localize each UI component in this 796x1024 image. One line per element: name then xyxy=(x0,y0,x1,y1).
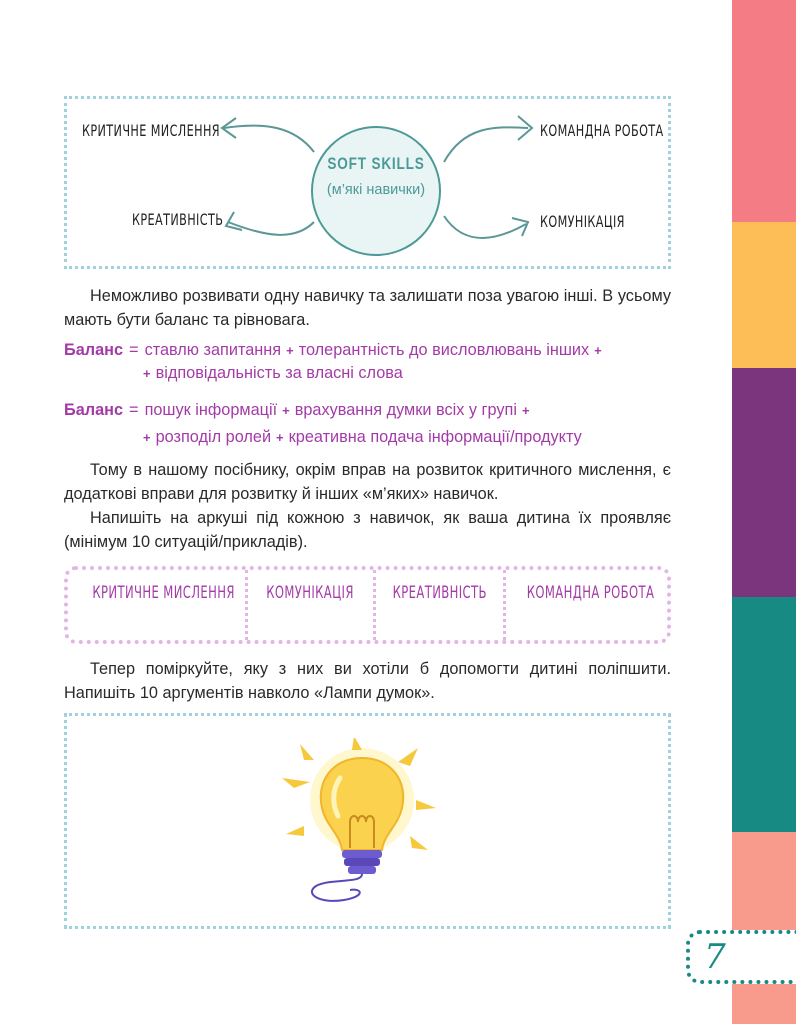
paragraph-instruction: Напишіть на аркуші під кожною з навичок, як ваша дитина їх проявляє (мінімум 10 ситуацій/прикладів). xyxy=(64,509,671,551)
skills-row-divider xyxy=(503,570,506,640)
mindmap-communication: КОМУНІКАЦІЯ xyxy=(540,212,625,231)
soft-skills-title: SOFT SKILLS xyxy=(327,154,425,173)
side-stripe-pink xyxy=(732,0,796,222)
side-stripe-purple xyxy=(732,368,796,597)
mindmap-teamwork: КОМАНДНА РОБОТА xyxy=(540,121,664,140)
arrow-left-bottom xyxy=(228,222,314,235)
balance-label: Баланс xyxy=(64,341,124,359)
mindmap-critical-thinking: КРИТИЧНЕ МИСЛЕННЯ xyxy=(82,121,220,140)
balance-1-line-2: + відповідальність за власні слова xyxy=(143,364,403,382)
side-stripe-yellow xyxy=(732,222,796,368)
side-stripe-teal xyxy=(732,597,796,832)
skills-row-critical-thinking: КРИТИЧНЕ МИСЛЕННЯ xyxy=(92,583,235,603)
skills-row-divider xyxy=(373,570,376,640)
balance-1-line-1: Баланс = ставлю запитання + толерантність до висловлювань інших + xyxy=(64,341,602,359)
skills-row-creativity: КРЕАТИВНІСТЬ xyxy=(392,583,487,603)
balance-label: Баланс xyxy=(64,401,124,419)
skills-row-divider xyxy=(245,570,248,640)
arrow-left-top xyxy=(224,126,314,152)
balance-2-line-1: Баланс = пошук інформації + врахування думки всіх у групі + xyxy=(64,401,530,419)
skills-row-communication: КОМУНІКАЦІЯ xyxy=(266,583,354,603)
intro-paragraph: Неможливо розвивати одну навичку та залишати поза увагою інші. В усьому мають бути баланс та рівновага. xyxy=(64,287,671,329)
arrow-right-top xyxy=(444,127,528,162)
mindmap-creativity: КРЕАТИВНІСТЬ xyxy=(132,210,224,229)
soft-skills-subtitle: (м’які навички) xyxy=(326,182,426,198)
skills-row-teamwork: КОМАНДНА РОБОТА xyxy=(526,583,655,603)
light-bulb-icon xyxy=(270,738,450,908)
balance-2-line-2: + розподіл ролей + креативна подача інформації/продукту xyxy=(143,428,582,446)
page-number: 7 xyxy=(704,937,726,977)
paragraph-lamp: Тепер поміркуйте, яку з них ви хотіли б допомогти дитині поліпшити. Напишіть 10 аргументів навколо «Лампи думок». xyxy=(64,660,671,702)
paragraph-toolkit: Тому в нашому посібнику, окрім вправ на розвиток критичного мислення, є додаткові вправи для розвитку й інших «м’яких» навичок. xyxy=(64,461,671,503)
side-stripe-salmon xyxy=(732,832,796,1024)
